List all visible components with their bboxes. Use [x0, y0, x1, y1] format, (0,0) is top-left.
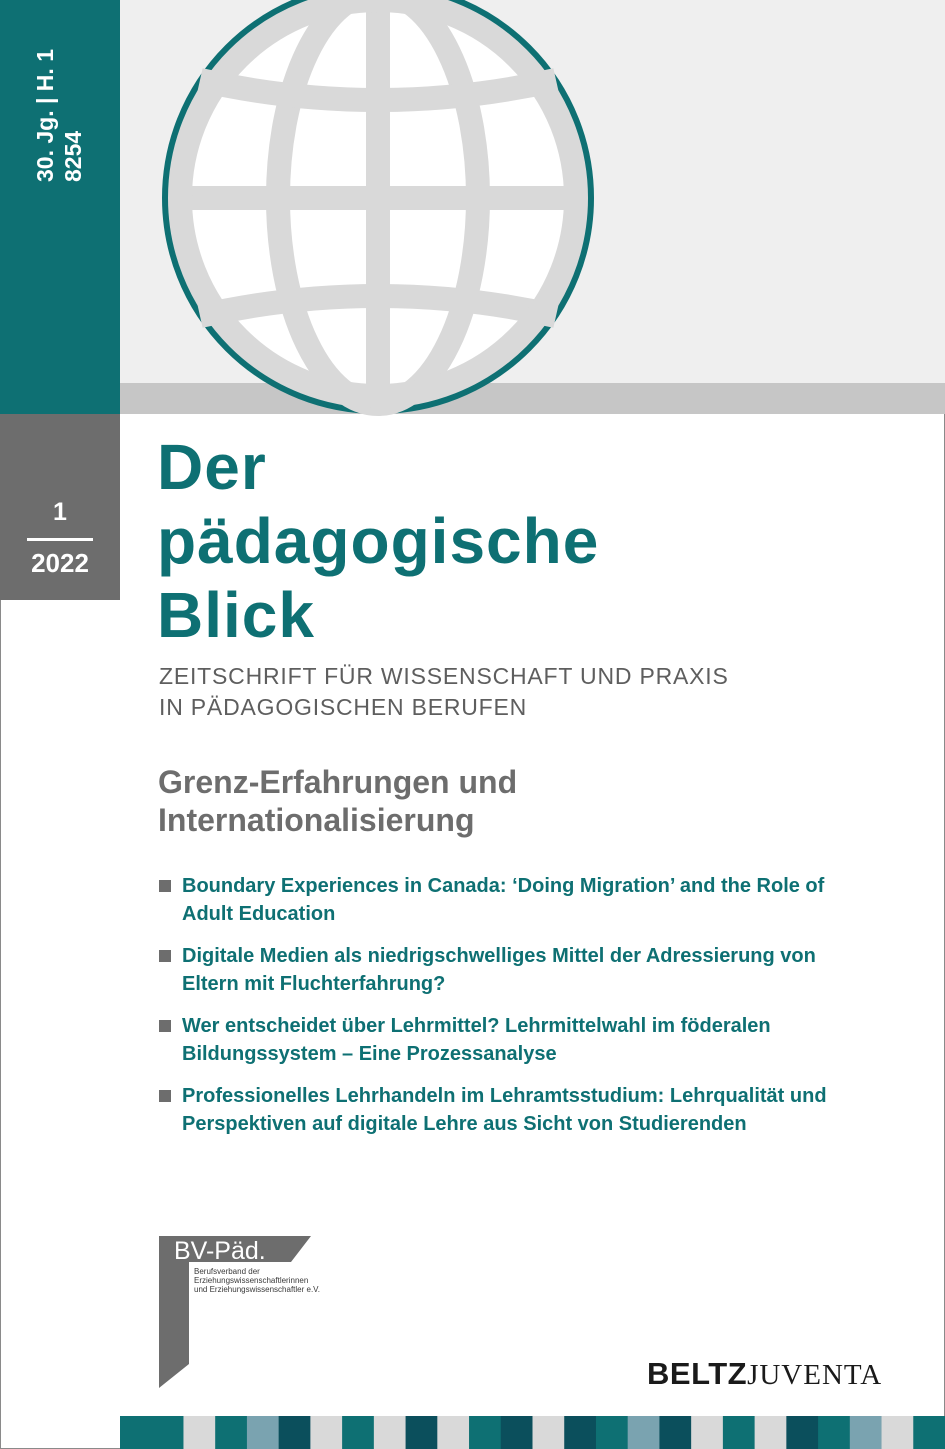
globe-icon — [160, 0, 596, 416]
article-title-line: Adult Education — [182, 903, 336, 925]
stripe-segment — [152, 1416, 184, 1449]
spine-panel — [0, 0, 120, 414]
issue-number: 1 — [53, 498, 67, 526]
publisher-logo — [647, 1356, 882, 1398]
stripe-segment — [310, 1416, 342, 1449]
stripe-segment — [723, 1416, 755, 1449]
theme-line: Grenz-Erfahrungen und — [158, 764, 518, 800]
subtitle-line: IN PÄDAGOGISCHEN BERUFEN — [159, 694, 528, 720]
stripe-segment — [691, 1416, 723, 1449]
color-stripe — [120, 1416, 945, 1449]
issue-year: 2022 — [31, 548, 89, 578]
article-item — [158, 1012, 898, 1068]
publisher-name-part2: JUVENTA — [747, 1359, 883, 1391]
square-bullet-icon — [159, 1020, 171, 1032]
stripe-segment — [850, 1416, 882, 1449]
subtitle-line: ZEITSCHRIFT FÜR WISSENSCHAFT UND PRAXIS — [159, 663, 729, 689]
association-description-line: und Erziehungswissenschaftler e.V. — [194, 1285, 320, 1294]
volume-info — [31, 12, 87, 182]
article-title-line: Digitale Medien als niedrigschwelliges Mittel der Adressierung von — [182, 945, 816, 967]
journal-subtitle — [159, 661, 729, 723]
issn-number: 8254 — [60, 130, 86, 182]
stripe-segment — [659, 1416, 691, 1449]
stripe-segment — [628, 1416, 660, 1449]
stripe-segment — [406, 1416, 438, 1449]
stripe-segment — [215, 1416, 247, 1449]
stripe-segment — [564, 1416, 596, 1449]
square-bullet-icon — [159, 950, 171, 962]
square-bullet-icon — [159, 1090, 171, 1102]
stripe-segment — [247, 1416, 279, 1449]
stripe-segment — [469, 1416, 501, 1449]
stripe-segment — [533, 1416, 565, 1449]
stripe-segment — [437, 1416, 469, 1449]
stripe-segment — [786, 1416, 818, 1449]
stripe-segment — [882, 1416, 914, 1449]
volume-issue-label: 30. Jg. | H. 1 — [32, 49, 58, 182]
stripe-segment — [913, 1416, 945, 1449]
stripe-segment — [596, 1416, 628, 1449]
title-line: pädagogische — [157, 505, 600, 577]
association-name: BV-Päd. — [174, 1237, 266, 1265]
stripe-segment — [183, 1416, 215, 1449]
article-item — [158, 1082, 898, 1138]
stripe-segment — [342, 1416, 374, 1449]
stripe-segment — [501, 1416, 533, 1449]
theme-line: Internationalisierung — [158, 802, 475, 838]
stripe-segment — [755, 1416, 787, 1449]
article-item — [158, 942, 898, 998]
article-title-line: Professionelles Lehrhandeln im Lehramtsstudium: Lehrqualität und — [182, 1085, 827, 1107]
stripe-segment — [818, 1416, 850, 1449]
association-description-line: Berufsverband der — [194, 1267, 260, 1276]
square-bullet-icon — [159, 880, 171, 892]
issue-divider — [27, 538, 93, 541]
article-title-line: Wer entscheidet über Lehrmittel? Lehrmittelwahl im föderalen — [182, 1015, 771, 1037]
article-title-line: Perspektiven auf digitale Lehre aus Sicht von Studierenden — [182, 1113, 747, 1135]
title-line: Blick — [157, 579, 315, 651]
article-title-line: Bildungssystem – Eine Prozessanalyse — [182, 1043, 557, 1065]
publisher-name-part1: BELTZ — [647, 1356, 748, 1391]
stripe-segment — [279, 1416, 311, 1449]
stripe-segment — [120, 1416, 152, 1449]
journal-title — [157, 430, 599, 652]
title-line: Der — [157, 431, 267, 503]
issue-theme — [158, 763, 517, 839]
issue-badge — [0, 414, 120, 600]
association-description-line: Erziehungswissenschaftlerinnen — [194, 1276, 309, 1285]
article-list — [158, 872, 898, 1152]
article-title-line: Boundary Experiences in Canada: ‘Doing Migration’ and the Role of — [182, 875, 825, 897]
association-description — [194, 1267, 320, 1294]
stripe-segment — [374, 1416, 406, 1449]
article-title-line: Eltern mit Fluchterfahrung? — [182, 973, 446, 995]
article-item — [158, 872, 898, 928]
